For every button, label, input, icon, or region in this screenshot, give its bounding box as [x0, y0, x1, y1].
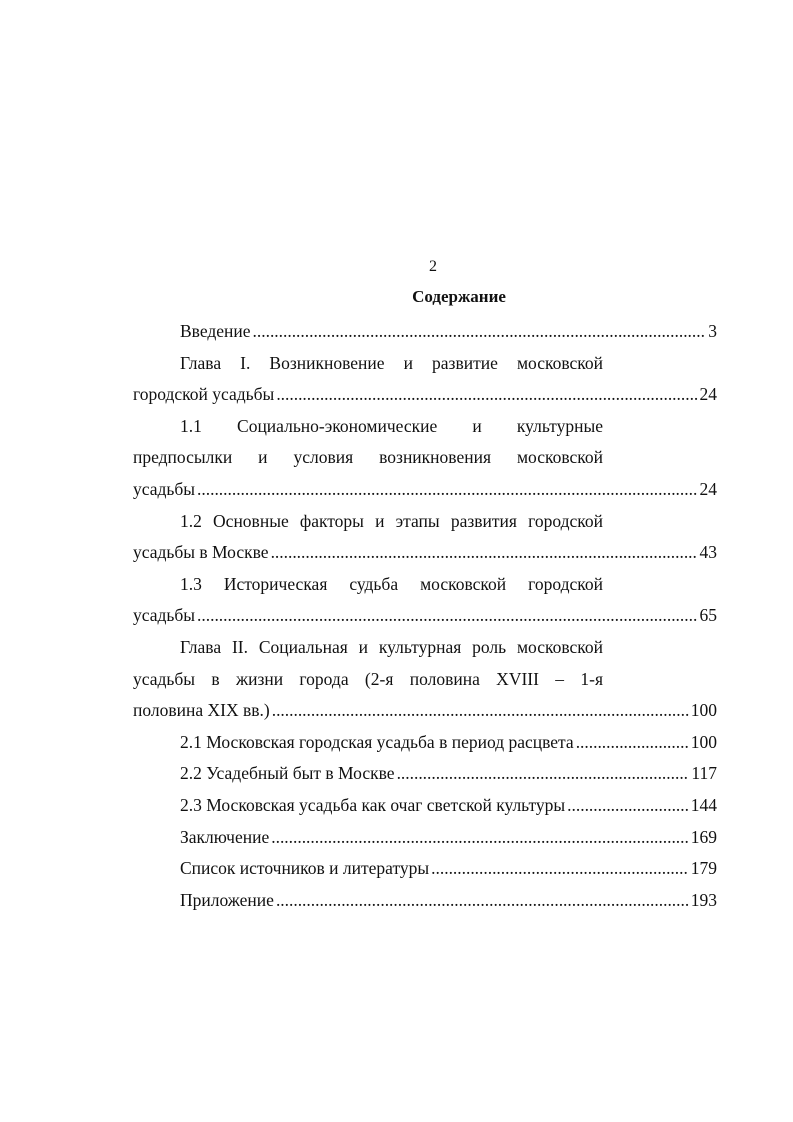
toc-entry-line: предпосылки и условия возникновения московской: [133, 447, 603, 468]
dot-leader: [253, 316, 707, 348]
toc-entry: [133, 885, 717, 917]
toc-entry: [133, 790, 717, 822]
toc-entry-page-number: 179: [690, 858, 717, 879]
toc-entry-title: Список источников и литературы: [180, 858, 430, 879]
toc-entry: [133, 316, 717, 348]
toc-entry-title: Введение: [180, 321, 251, 341]
toc-entry: [133, 506, 717, 569]
toc-entry-title: 2.2 Усадебный быт в Москве: [180, 763, 395, 784]
toc-entry-page-number: 3: [708, 321, 717, 341]
toc-entry-page-number: 169: [690, 826, 717, 847]
dot-leader: [431, 853, 689, 885]
toc-entry-last-line: [133, 885, 717, 917]
toc-entry-page-number: 100: [690, 731, 717, 752]
dot-leader: [276, 379, 697, 411]
toc-entry-page-number: 144: [690, 794, 717, 815]
toc-entry: [133, 853, 717, 885]
toc-entry-line: 1.1 Социально-экономические и культурные: [180, 415, 603, 436]
dot-leader: [397, 758, 690, 790]
dot-leader: [197, 474, 697, 506]
toc-entry-line: 1.2 Основные факторы и этапы развития городской: [180, 510, 603, 531]
toc-entry: [133, 632, 717, 727]
table-of-contents: [133, 316, 717, 916]
toc-entry-page-number: 24: [699, 478, 717, 499]
toc-entry-last-line: [133, 758, 717, 790]
dot-leader: [271, 537, 698, 569]
toc-entry-last-line: [133, 537, 717, 569]
toc-title: Содержание: [412, 287, 506, 306]
toc-entry: [133, 569, 717, 632]
toc-entry-page-number: 117: [691, 763, 717, 784]
page-number: 2: [429, 258, 437, 275]
toc-entry-page-number: 24: [699, 384, 717, 405]
toc-entry: [133, 758, 717, 790]
toc-entry-last-line: [133, 379, 717, 411]
toc-entry-page-number: 193: [690, 889, 717, 910]
toc-entry-title: половина XIX вв.): [133, 700, 270, 721]
toc-entry-last-line: [133, 727, 717, 759]
dot-leader: [272, 695, 689, 727]
toc-entry-title: Заключение: [180, 826, 270, 847]
toc-entry-title: городской усадьбы: [133, 384, 275, 405]
toc-entry-last-line: [133, 600, 717, 632]
toc-entry-line: усадьбы в жизни города (2-я половина XVIII – 1-я: [133, 668, 603, 689]
toc-entry-line: 1.3 Историческая судьба московской городской: [180, 573, 603, 594]
toc-entry-last-line: [133, 695, 717, 727]
toc-entry-title: усадьбы: [133, 605, 196, 626]
toc-entry-last-line: [133, 474, 717, 506]
toc-entry-title: 2.3 Московская усадьба как очаг светской культуры: [180, 794, 566, 815]
toc-entry: [133, 727, 717, 759]
dot-leader: [276, 885, 689, 917]
toc-entry-line: Глава II. Социальная и культурная роль московской: [180, 636, 603, 657]
toc-entry-line: Глава I. Возникновение и развитие московской: [180, 352, 603, 373]
toc-entry-last-line: [133, 822, 717, 854]
toc-entry-page-number: 43: [699, 542, 717, 563]
dot-leader: [271, 822, 689, 854]
dot-leader: [567, 790, 689, 822]
toc-entry-title: усадьбы в Москве: [133, 542, 269, 563]
dot-leader: [576, 727, 689, 759]
toc-entry-page-number: 65: [699, 605, 717, 626]
toc-entry: [133, 822, 717, 854]
toc-entry-last-line: [133, 853, 717, 885]
dot-leader: [197, 600, 697, 632]
toc-entry-title: усадьбы: [133, 478, 196, 499]
toc-entry: [133, 348, 717, 411]
toc-entry-page-number: 100: [690, 700, 717, 721]
toc-entry-title: 2.1 Московская городская усадьба в период расцвета: [180, 731, 574, 752]
toc-entry-last-line: [133, 790, 717, 822]
toc-entry: [133, 411, 717, 506]
toc-entry-title: Приложение: [180, 889, 274, 910]
toc-entry-last-line: [133, 316, 717, 348]
